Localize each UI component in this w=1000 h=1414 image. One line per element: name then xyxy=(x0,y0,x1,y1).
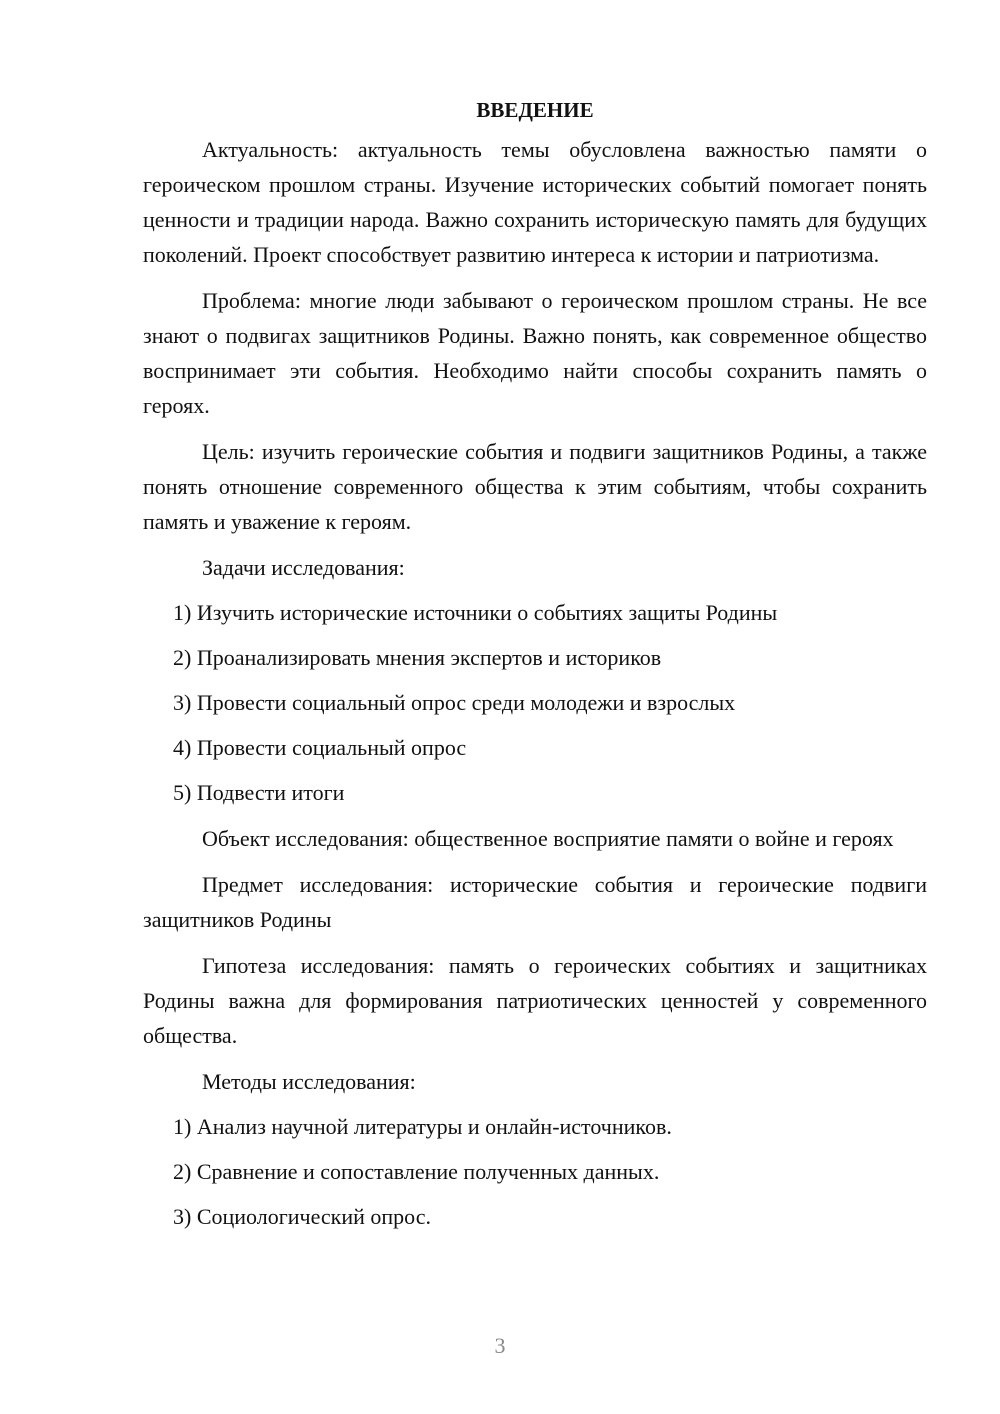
subject-paragraph: Предмет исследования: исторические события и героические подвиги защитников Родины xyxy=(143,872,927,932)
goal-paragraph: Цель: изучить героические события и подвиги защитников Родины, а также понять отношение современного общества к этим событиям, чтобы сохранить память и уважение к героям. xyxy=(143,439,927,534)
method-item: 3) Социологический опрос. xyxy=(173,1204,431,1229)
method-item: 2) Сравнение и сопоставление полученных данных. xyxy=(173,1159,660,1184)
task-item: 5) Подвести итоги xyxy=(173,780,345,805)
method-item: 1) Анализ научной литературы и онлайн-источников. xyxy=(173,1114,672,1139)
page-number: 3 xyxy=(494,1333,506,1358)
problem-paragraph: Проблема: многие люди забывают о героическом прошлом страны. Не все знают о подвигах защитников Родины. Важно понять, как современное общество воспринимает эти события. Необходимо найти способы сохранить память о героях. xyxy=(143,288,927,418)
tasks-heading: Задачи исследования: xyxy=(202,555,405,580)
task-item: 3) Провести социальный опрос среди молодежи и взрослых xyxy=(173,690,736,715)
tasks-list xyxy=(143,595,927,810)
methods-list xyxy=(143,1109,927,1234)
hypothesis-paragraph: Гипотеза исследования: память о героических событиях и защитниках Родины важна для формирования патриотических ценностей у современного общества. xyxy=(143,953,927,1048)
object-paragraph: Объект исследования: общественное восприятие памяти о войне и героях xyxy=(202,826,894,851)
relevance-paragraph: Актуальность: актуальность темы обусловлена важностью памяти о героическом прошлом страны. Изучение исторических событий помогает понять ценности и традиции народа. Важно сохранить историческую память для будущих поколений. Проект способствует развитию интереса к истории и патриотизма. xyxy=(143,137,927,267)
task-item: 1) Изучить исторические источники о событиях защиты Родины xyxy=(173,600,778,625)
task-item: 4) Провести социальный опрос xyxy=(173,735,467,760)
page-title: ВВЕДЕНИЕ xyxy=(476,98,594,122)
task-item: 2) Проанализировать мнения экспертов и историков xyxy=(173,645,662,670)
methods-heading: Методы исследования: xyxy=(202,1069,416,1094)
page-content xyxy=(143,90,927,1244)
